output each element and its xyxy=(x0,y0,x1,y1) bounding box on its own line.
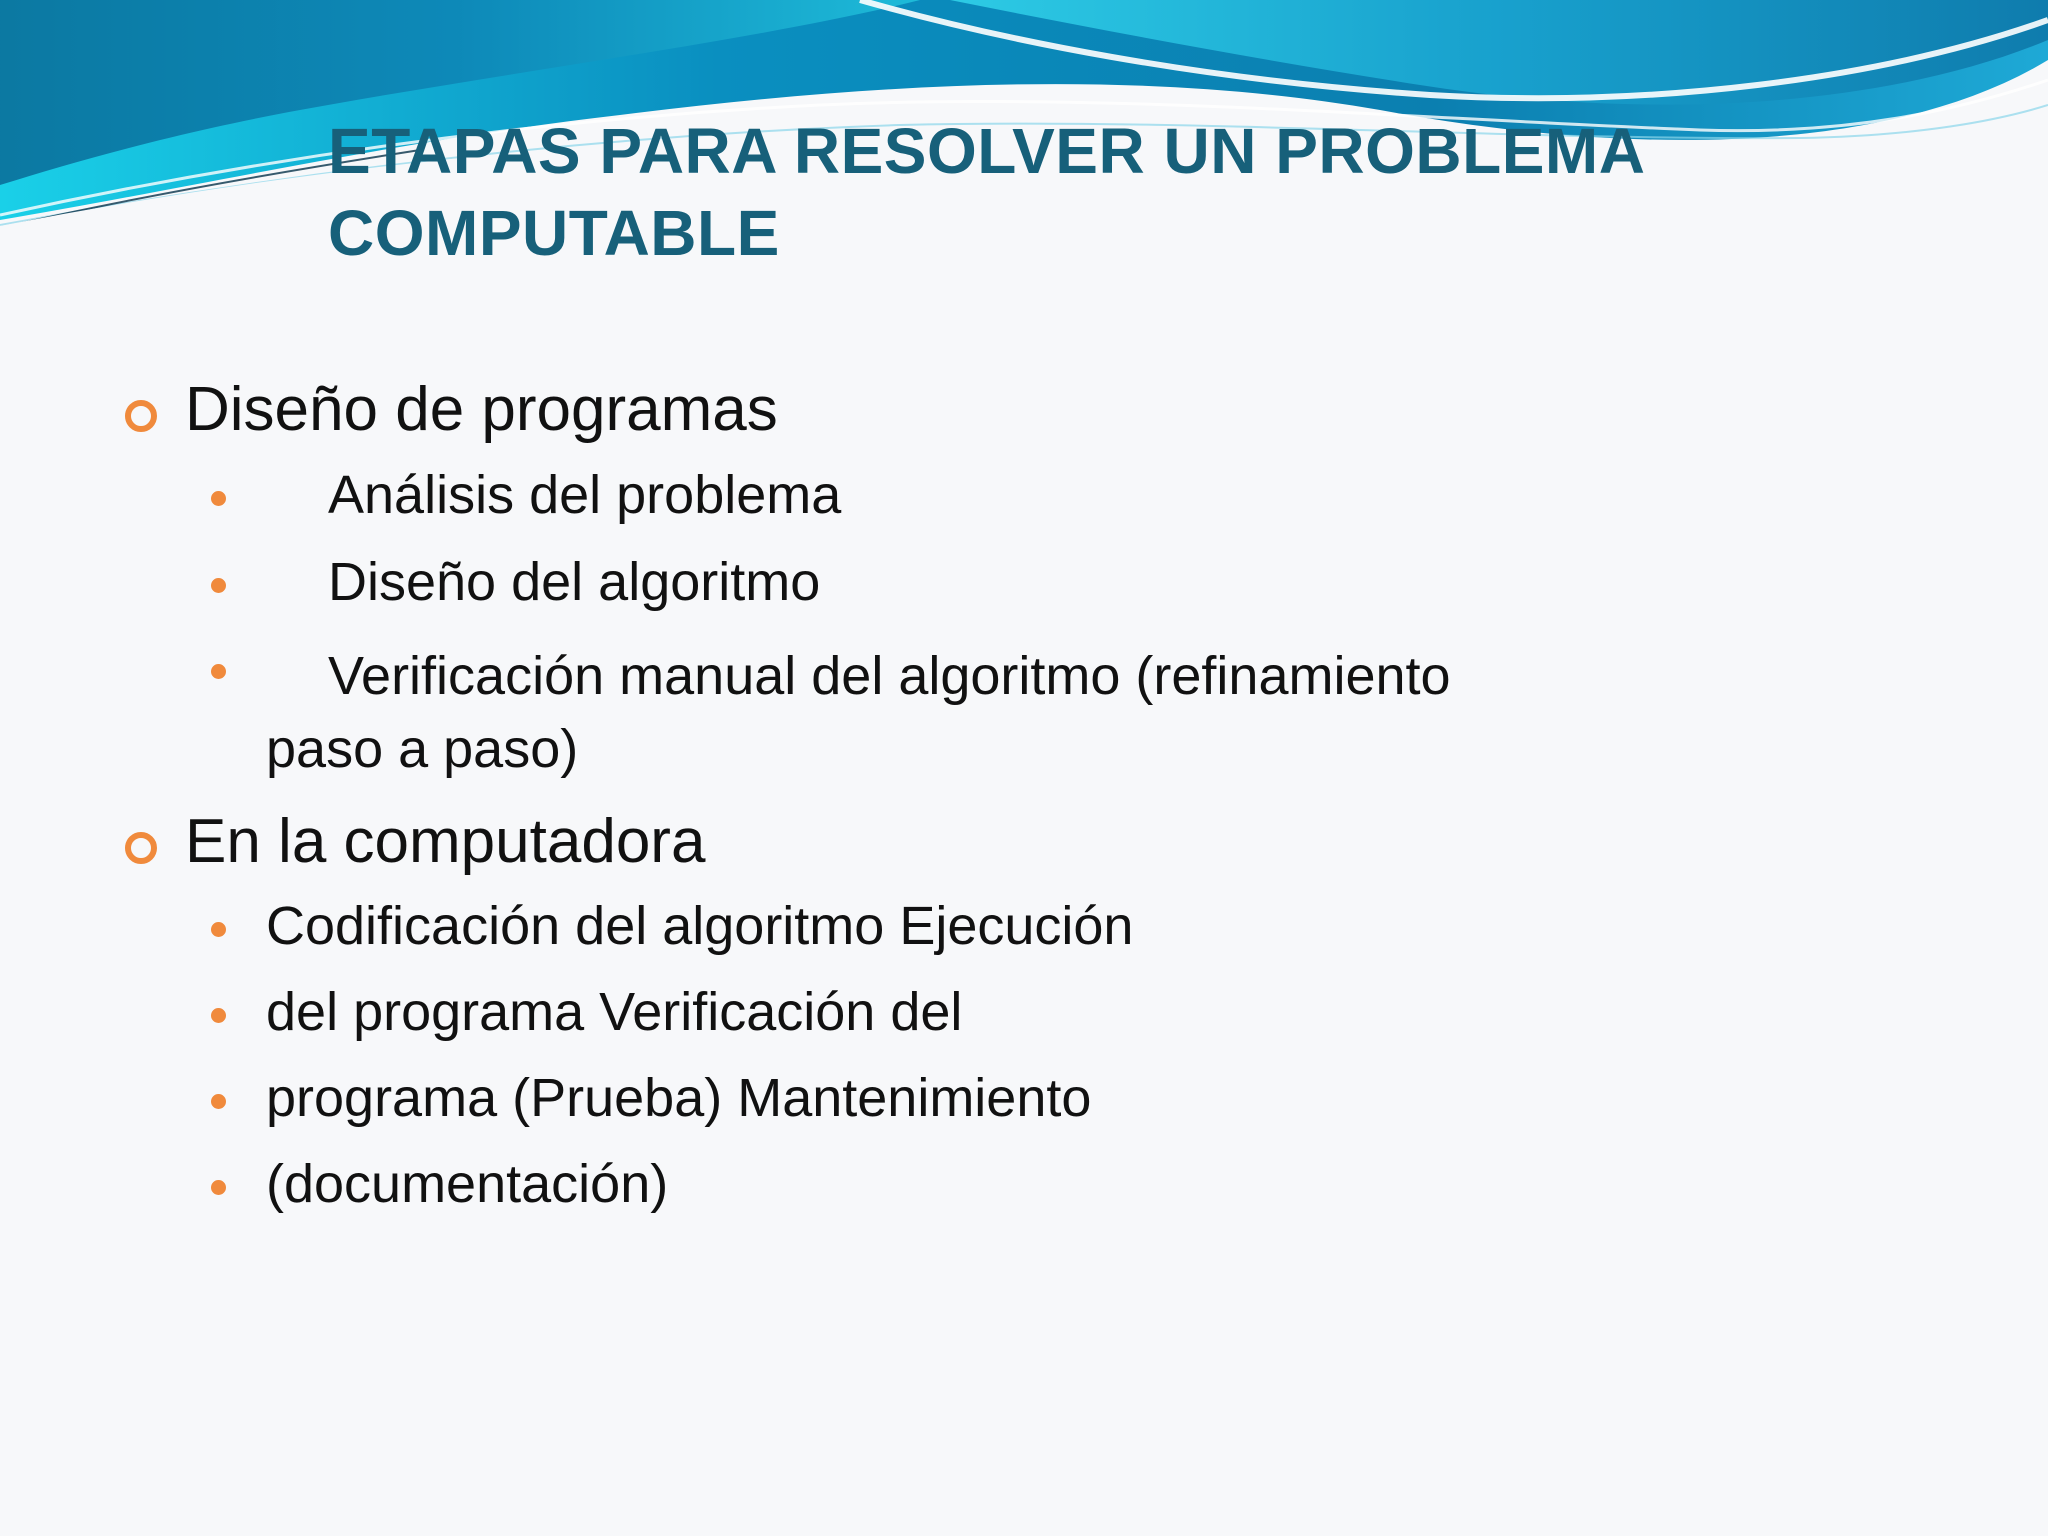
orange-dot-icon xyxy=(211,1180,226,1195)
list-item: programa (Prueba) Mantenimiento xyxy=(266,1068,1092,1128)
list-item: Verificación manual del algoritmo (refinamiento xyxy=(328,646,1451,706)
orange-ring-icon xyxy=(125,832,157,864)
orange-dot-icon xyxy=(211,491,226,506)
orange-dot-icon xyxy=(211,578,226,593)
list-item: Codificación del algoritmo Ejecución xyxy=(266,896,1134,956)
section-heading-text: Diseño de programas xyxy=(185,375,778,444)
slide-title xyxy=(328,110,1788,274)
orange-dot-icon xyxy=(211,922,226,937)
list-item-continuation: paso a paso) xyxy=(266,719,579,779)
orange-ring-icon xyxy=(125,400,157,432)
list-item: Diseño del algoritmo xyxy=(328,552,821,612)
orange-dot-icon xyxy=(211,1094,226,1109)
list-item: del programa Verificación del xyxy=(266,982,963,1042)
orange-dot-icon xyxy=(211,664,226,679)
slide-title-line-1: ETAPAS PARA RESOLVER UN PROBLEMA xyxy=(328,115,1646,187)
orange-dot-icon xyxy=(211,1008,226,1023)
list-item: Análisis del problema xyxy=(328,465,842,525)
list-item: (documentación) xyxy=(266,1154,669,1214)
slide-title-line-2: COMPUTABLE xyxy=(328,197,780,269)
section-heading-text: En la computadora xyxy=(185,807,706,876)
